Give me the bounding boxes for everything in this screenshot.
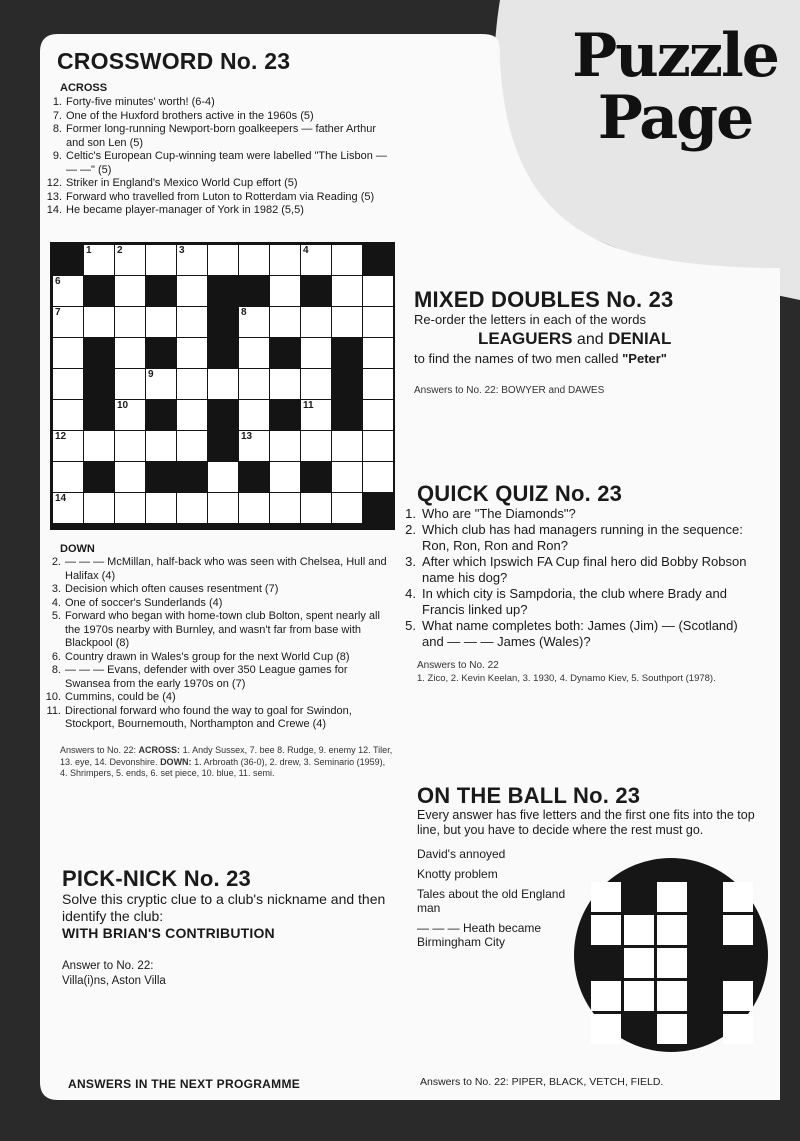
across-clue-number: 7. xyxy=(52,109,62,122)
crossword-cell[interactable] xyxy=(239,493,269,523)
crossword-cell[interactable] xyxy=(115,400,145,430)
ball-grid-cell[interactable] xyxy=(723,915,753,945)
answers-next-programme: ANSWERS IN THE NEXT PROGRAMME xyxy=(68,1077,301,1091)
across-heading: ACROSS xyxy=(60,82,108,94)
pick-nick-title: PICK-NICK No. 23 xyxy=(62,866,251,891)
quick-quiz-title: QUICK QUIZ No. 23 xyxy=(417,481,623,506)
across-clue-text: Forward who travelled from Luton to Rotterdam via Reading (5) xyxy=(66,190,375,203)
crossword-cell[interactable] xyxy=(301,431,331,461)
mixed-doubles-line3 xyxy=(414,351,774,367)
down-clue xyxy=(43,664,393,691)
crossword-cell[interactable] xyxy=(115,276,145,306)
crossword-cell[interactable] xyxy=(332,245,362,275)
puzzle-page-title xyxy=(570,21,780,153)
across-clue-text: Striker in England's Mexico World Cup effort (5) xyxy=(66,177,298,189)
crossword-cell[interactable] xyxy=(53,431,83,461)
ball-grid-cell[interactable] xyxy=(723,882,753,912)
across-clue xyxy=(44,123,392,150)
across-clue-number: 12. xyxy=(46,177,62,189)
title-line-1: Puzzle xyxy=(572,21,778,91)
on-the-ball-clue: Tales about the old England man xyxy=(417,887,566,915)
across-clue-number: 8. xyxy=(52,123,62,135)
crossword-cell-number: 3 xyxy=(179,245,185,256)
quiz-question xyxy=(402,522,750,554)
across-clue-number: 13. xyxy=(46,190,62,203)
crossword-cell[interactable] xyxy=(208,493,238,523)
crossword-cell[interactable] xyxy=(177,307,207,337)
crossword-cell[interactable] xyxy=(208,462,238,492)
crossword-cell[interactable] xyxy=(363,338,393,368)
crossword-cell[interactable] xyxy=(301,400,331,430)
crossword-cell[interactable] xyxy=(146,369,176,399)
crossword-cell[interactable] xyxy=(332,431,362,461)
crossword-cell[interactable] xyxy=(115,338,145,368)
crossword-cell[interactable] xyxy=(177,431,207,461)
mixed-doubles-line1: Re-order the letters in each of the words xyxy=(414,312,646,327)
crossword-cell[interactable] xyxy=(239,338,269,368)
down-clues xyxy=(43,556,393,732)
down-clue-number: 6. xyxy=(51,650,61,663)
quiz-answers: 1. Zico, 2. Kevin Keelan, 3. 1930, 4. Dynamo Kiev, 5. Southport (1978). xyxy=(417,673,716,684)
crossword-cell[interactable] xyxy=(146,307,176,337)
ball-grid-cell[interactable] xyxy=(624,948,654,978)
mixed-doubles-answer: Answers to No. 22: BOWYER and DAWES xyxy=(414,385,605,396)
crossword-cell[interactable] xyxy=(84,307,114,337)
crossword-title: CROSSWORD No. 23 xyxy=(57,48,291,74)
crossword-cell-number: 8 xyxy=(241,307,247,318)
crossword-cell[interactable] xyxy=(177,369,207,399)
crossword-cell[interactable] xyxy=(270,431,300,461)
across-clue-text: Forty-five minutes' worth! (6-4) xyxy=(66,96,215,108)
across-clue-text: Celtic's European Cup-winning team were labelled "The Lisbon — — —" (5) xyxy=(66,150,387,176)
down-clue-number: 8. xyxy=(51,664,61,676)
quiz-question-text: Who are "The Diamonds"? xyxy=(422,506,576,521)
down-clue-text: Country drawn in Wales's group for the next World Cup (8) xyxy=(65,650,350,663)
word-1: LEAGUERS xyxy=(478,329,573,348)
across-clue-text: He became player-manager of York in 1982 (5,5) xyxy=(66,204,304,216)
down-clue xyxy=(43,691,393,705)
quiz-question-number: 2. xyxy=(405,522,416,537)
on-the-ball-intro: Every answer has five letters and the first one fits into the top line, but you have to decide where the rest must go. xyxy=(417,808,755,837)
across-clue xyxy=(44,191,392,205)
crossword-cell[interactable] xyxy=(363,276,393,306)
ball-grid-cell[interactable] xyxy=(657,981,687,1011)
crossword-cell[interactable] xyxy=(53,462,83,492)
pick-nick-answer-label: Answer to No. 22: xyxy=(62,960,154,972)
crossword-cell[interactable] xyxy=(84,245,114,275)
crossword-cell[interactable] xyxy=(332,462,362,492)
across-clue-number: 14. xyxy=(46,204,62,216)
crossword-cell[interactable] xyxy=(53,400,83,430)
quiz-question-number: 1. xyxy=(405,506,416,521)
crossword-cell-number: 2 xyxy=(117,245,123,256)
across-clue-text: Former long-running Newport-born goalkeepers — father Arthur and son Len (5) xyxy=(66,123,376,149)
crossword-cell[interactable] xyxy=(177,245,207,275)
crossword-cell[interactable] xyxy=(53,338,83,368)
on-the-ball-clue: Knotty problem xyxy=(417,867,498,881)
on-the-ball-title: ON THE BALL No. 23 xyxy=(417,783,641,808)
word-2: DENIAL xyxy=(608,329,672,348)
down-heading: DOWN xyxy=(60,543,95,555)
down-clue xyxy=(43,597,393,611)
mixed-doubles-title: MIXED DOUBLES No. 23 xyxy=(414,287,674,312)
ball-grid-cell[interactable] xyxy=(723,981,753,1011)
mixed-doubles-body xyxy=(414,312,774,367)
down-clue-text: Cummins, could be (4) xyxy=(65,691,176,703)
quiz-answers-label: Answers to No. 22 xyxy=(417,660,499,671)
answers-across: 1. Andy Sussex, 7. bee 8. Rudge, 9. enemy 12. Tiler, 13. eye, 14. Devonshire. xyxy=(60,745,393,767)
across-clue xyxy=(44,110,392,124)
quiz-question-text: In which city is Sampdoria, the club where Brady and Francis linked up? xyxy=(422,586,727,617)
down-clue-text: Directional forward who found the way to goal for Swindon, Stockport, Bournemouth, Northampton and Crewe (4) xyxy=(65,704,352,730)
pick-nick-answer: Villa(i)ns, Aston Villa xyxy=(62,975,166,987)
quiz-question xyxy=(402,554,750,586)
crossword-cell[interactable] xyxy=(177,276,207,306)
quiz-question xyxy=(402,586,750,618)
crossword-cell[interactable] xyxy=(270,369,300,399)
crossword-cell-number: 14 xyxy=(55,493,67,504)
quiz-question xyxy=(402,618,750,650)
crossword-cell[interactable] xyxy=(270,462,300,492)
word-and: and xyxy=(572,331,609,348)
quiz-question-text: Which club has had managers running in the sequence: Ron, Ron, Ron and Ron? xyxy=(422,522,743,553)
across-clue-number: 9. xyxy=(52,150,62,162)
crossword-cell[interactable] xyxy=(332,307,362,337)
across-clue-number: 1. xyxy=(52,96,62,108)
quiz-question-text: What name completes both: James (Jim) — (Scotland) and — — — James (Wales)? xyxy=(422,618,738,649)
ball-grid-cell[interactable] xyxy=(591,915,621,945)
crossword-cell[interactable] xyxy=(146,493,176,523)
down-clue xyxy=(43,651,393,665)
crossword-cell-number: 1 xyxy=(86,245,92,256)
pick-nick-clue: WITH BRIAN'S CONTRIBUTION xyxy=(62,925,275,941)
ball-grid-cell[interactable] xyxy=(591,981,621,1011)
crossword-cell[interactable] xyxy=(115,307,145,337)
answers-down-label: DOWN: xyxy=(160,756,192,767)
crossword-cell[interactable] xyxy=(270,493,300,523)
crossword-cell[interactable] xyxy=(301,245,331,275)
on-the-ball-clues xyxy=(417,847,567,955)
quiz-question-number: 5. xyxy=(405,618,416,633)
ball-grid-cell[interactable] xyxy=(657,948,687,978)
crossword-cell[interactable] xyxy=(332,276,362,306)
crossword-cell[interactable] xyxy=(84,431,114,461)
quiz-questions xyxy=(402,506,750,650)
line3-name: "Peter" xyxy=(622,351,667,366)
crossword-cell-number: 10 xyxy=(117,400,129,411)
crossword-cell[interactable] xyxy=(270,307,300,337)
ball-grid-cell[interactable] xyxy=(624,981,654,1011)
down-clue-number: 5. xyxy=(51,610,61,622)
title-line-2: Page xyxy=(597,83,753,153)
crossword-cell[interactable] xyxy=(115,462,145,492)
crossword-cell[interactable] xyxy=(301,338,331,368)
crossword-cell[interactable] xyxy=(332,493,362,523)
crossword-cell-number: 6 xyxy=(55,276,61,287)
across-clues xyxy=(44,96,392,218)
pick-nick-intro: Solve this cryptic clue to a club's nickname and then identify the club: xyxy=(62,891,386,924)
answers-down: 1. Arbroath (36-0), 2. drew, 3. Seminario (1959), 4. Shrimpers, 5. ends, 6. set piece, 10. blue, 11. semi. xyxy=(60,756,386,778)
crossword-cell[interactable] xyxy=(239,431,269,461)
across-clue xyxy=(44,204,392,218)
crossword-grid xyxy=(50,242,395,530)
down-clue-number: 4. xyxy=(51,596,61,609)
down-clue-text: Forward who began with home-town club Bolton, spent nearly all the 1970s nearby with Burnley, and wasn't far from base with Blackpool (8) xyxy=(65,610,380,649)
down-clue-text: — — — McMillan, half-back who was seen with Chelsea, Hull and Halifax (4) xyxy=(65,556,387,582)
down-clue xyxy=(43,583,393,597)
crossword-cell[interactable] xyxy=(239,307,269,337)
crossword-cell[interactable] xyxy=(115,431,145,461)
crossword-cell[interactable] xyxy=(84,493,114,523)
crossword-cell-number: 11 xyxy=(303,400,314,411)
crossword-cell[interactable] xyxy=(146,431,176,461)
across-clue xyxy=(44,96,392,110)
crossword-cell[interactable] xyxy=(115,245,145,275)
crossword-cell[interactable] xyxy=(115,369,145,399)
crossword-answers xyxy=(60,745,393,780)
crossword-cell[interactable] xyxy=(239,245,269,275)
on-the-ball-clue: David's annoyed xyxy=(417,847,506,861)
down-clue xyxy=(43,556,393,583)
crossword-cell[interactable] xyxy=(363,431,393,461)
ball-grid-cell[interactable] xyxy=(657,1014,687,1044)
ball-grid-cell[interactable] xyxy=(591,1014,621,1044)
down-clue-text: Decision which often causes resentment (7) xyxy=(65,583,279,595)
line3-prefix: to find the names of two men called xyxy=(414,351,623,366)
crossword-cell[interactable] xyxy=(53,369,83,399)
across-clue xyxy=(44,177,392,191)
crossword-cell[interactable] xyxy=(53,307,83,337)
mixed-doubles-words xyxy=(414,328,774,351)
across-clue xyxy=(44,150,392,177)
crossword-cell[interactable] xyxy=(115,493,145,523)
crossword-cell[interactable] xyxy=(301,493,331,523)
ball-grid-cell[interactable] xyxy=(723,1014,753,1044)
crossword-cell-number: 4 xyxy=(303,245,309,256)
across-clue-text: One of the Huxford brothers active in the 1960s (5) xyxy=(66,109,314,122)
down-clue-number: 11. xyxy=(46,704,61,717)
crossword-cell[interactable] xyxy=(53,276,83,306)
on-the-ball-clue: — — — Heath became Birmingham City xyxy=(417,921,542,949)
crossword-cell[interactable] xyxy=(270,245,300,275)
crossword-cell[interactable] xyxy=(239,369,269,399)
crossword-cell[interactable] xyxy=(177,338,207,368)
crossword-answers-prefix: Answers to No. 22: xyxy=(60,745,139,755)
down-clue-number: 2. xyxy=(51,556,61,568)
on-the-ball-answers: Answers to No. 22: PIPER, BLACK, VETCH, FIELD. xyxy=(420,1076,664,1088)
answers-across-label: ACROSS: xyxy=(138,745,181,755)
crossword-cell[interactable] xyxy=(363,369,393,399)
down-clue xyxy=(43,705,393,732)
crossword-cell[interactable] xyxy=(177,400,207,430)
quiz-question-number: 4. xyxy=(405,586,416,601)
crossword-cell[interactable] xyxy=(301,307,331,337)
football-grid xyxy=(573,857,769,1053)
crossword-cell-number: 12 xyxy=(55,431,67,442)
down-clue xyxy=(43,610,393,651)
crossword-cell[interactable] xyxy=(208,369,238,399)
crossword-cell-number: 7 xyxy=(55,307,61,318)
crossword-cell[interactable] xyxy=(239,400,269,430)
quiz-question xyxy=(402,506,750,522)
ball-grid-cell[interactable] xyxy=(591,882,621,912)
ball-grid-cell[interactable] xyxy=(657,915,687,945)
crossword-cell[interactable] xyxy=(177,493,207,523)
quiz-question-number: 3. xyxy=(405,554,416,569)
crossword-cell-number: 13 xyxy=(241,431,253,442)
down-clue-number: 3. xyxy=(51,583,61,595)
ball-grid-cell[interactable] xyxy=(624,915,654,945)
quiz-question-text: After which Ipswich FA Cup final hero did Bobby Robson name his dog? xyxy=(422,554,747,585)
crossword-cell[interactable] xyxy=(270,276,300,306)
crossword-cell[interactable] xyxy=(146,245,176,275)
down-clue-text: — — — Evans, defender with over 350 League games for Swansea from the early 1970s on (7) xyxy=(65,664,348,690)
down-clue-number: 10. xyxy=(45,691,61,703)
crossword-cell[interactable] xyxy=(208,245,238,275)
crossword-cell[interactable] xyxy=(53,493,83,523)
crossword-cell[interactable] xyxy=(363,307,393,337)
ball-grid-cell[interactable] xyxy=(657,882,687,912)
crossword-cell-number: 9 xyxy=(148,369,154,380)
crossword-cell[interactable] xyxy=(363,462,393,492)
down-clue-text: One of soccer's Sunderlands (4) xyxy=(65,596,223,609)
crossword-cell[interactable] xyxy=(301,369,331,399)
crossword-cell[interactable] xyxy=(363,400,393,430)
